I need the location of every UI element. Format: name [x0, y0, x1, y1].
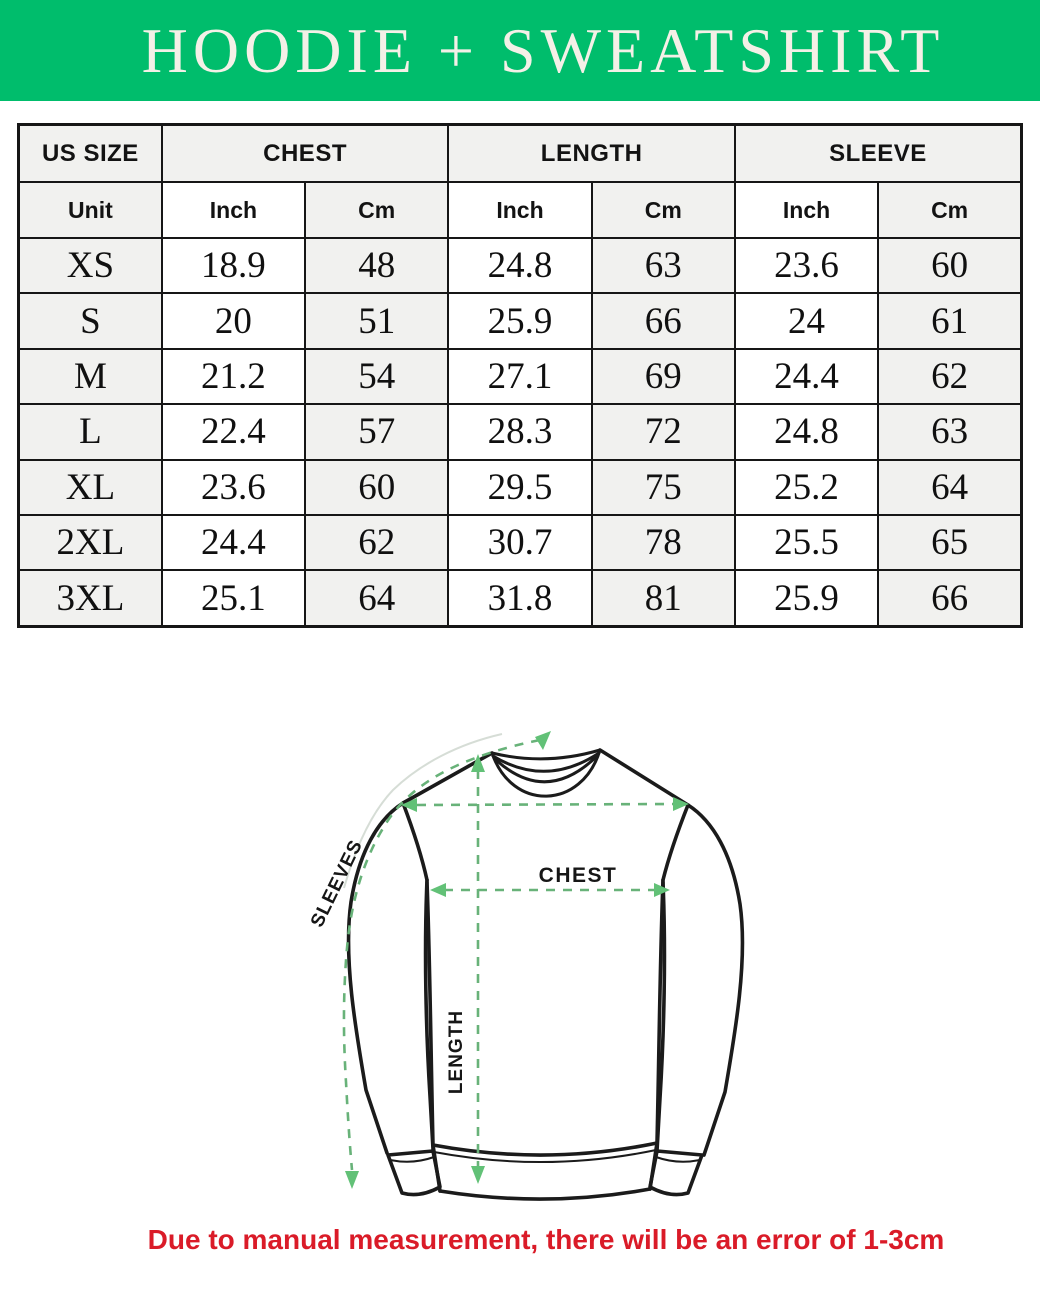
collar [492, 750, 600, 796]
left-cuff-seam [390, 1157, 434, 1162]
value-cell: 69 [592, 349, 735, 404]
unit-inch-header: Inch [162, 182, 305, 238]
value-cell: 22.4 [162, 404, 305, 459]
value-cell: 28.3 [448, 404, 591, 459]
value-cell: 78 [592, 515, 735, 570]
unit-inch-header: Inch [448, 182, 591, 238]
value-cell: 54 [305, 349, 448, 404]
value-cell: 57 [305, 404, 448, 459]
value-cell: 24.8 [735, 404, 878, 459]
size-table [17, 123, 1023, 628]
value-cell: 66 [592, 293, 735, 348]
value-cell: 24.4 [162, 515, 305, 570]
table-row [19, 460, 1022, 515]
value-cell: 64 [878, 460, 1021, 515]
value-cell: 62 [878, 349, 1021, 404]
value-cell: 20 [162, 293, 305, 348]
size-cell: S [19, 293, 162, 348]
unit-cm-header: Cm [305, 182, 448, 238]
right-sleeve-outer [688, 805, 742, 1155]
size-cell: 3XL [19, 570, 162, 626]
sweatshirt-diagram [290, 700, 810, 1220]
chest-label: CHEST [538, 864, 618, 887]
measurement-lines [344, 740, 673, 1170]
arrow-down-icon [345, 1171, 359, 1189]
right-cuff-seam [656, 1157, 700, 1162]
value-cell: 25.5 [735, 515, 878, 570]
measurement-arrows [345, 731, 689, 1189]
size-cell: L [19, 404, 162, 459]
shoulder-measure-line [417, 804, 673, 805]
value-cell: 24.8 [448, 238, 591, 293]
size-cell: XL [19, 460, 162, 515]
value-cell: 61 [878, 293, 1021, 348]
value-cell: 64 [305, 570, 448, 626]
unit-inch-header: Inch [735, 182, 878, 238]
page-title: HOODIE + SWEATSHIRT [141, 14, 945, 86]
value-cell: 63 [878, 404, 1021, 459]
left-armhole [403, 803, 427, 880]
value-cell: 63 [592, 238, 735, 293]
size-cell: 2XL [19, 515, 162, 570]
arrow-left-icon [430, 883, 446, 897]
value-cell: 75 [592, 460, 735, 515]
table-row [19, 293, 1022, 348]
value-cell: 25.2 [735, 460, 878, 515]
size-cell: M [19, 349, 162, 404]
title-banner [0, 0, 1040, 101]
value-cell: 31.8 [448, 570, 591, 626]
table-group-header-row [19, 125, 1022, 183]
value-cell: 25.9 [448, 293, 591, 348]
value-cell: 72 [592, 404, 735, 459]
unit-header: Unit [19, 182, 162, 238]
arrow-down-icon [471, 1166, 485, 1184]
value-cell: 25.9 [735, 570, 878, 626]
measurement-note: Due to manual measurement, there will be an error of 1-3cm [147, 1224, 945, 1255]
sleeves-label: SLEEVES [306, 836, 368, 931]
table-row [19, 349, 1022, 404]
value-cell: 24 [735, 293, 878, 348]
arrow-up-right-icon [535, 731, 551, 750]
col-header-length: LENGTH [448, 125, 735, 183]
value-cell: 66 [878, 570, 1021, 626]
table-row [19, 515, 1022, 570]
waistband [433, 1143, 657, 1199]
value-cell: 60 [305, 460, 448, 515]
value-cell: 62 [305, 515, 448, 570]
value-cell: 65 [878, 515, 1021, 570]
value-cell: 23.6 [162, 460, 305, 515]
unit-cm-header: Cm [878, 182, 1021, 238]
table-unit-row [19, 182, 1022, 238]
table-row [19, 238, 1022, 293]
value-cell: 27.1 [448, 349, 591, 404]
col-header-us-size: US SIZE [19, 125, 162, 183]
col-header-sleeve: SLEEVE [735, 125, 1022, 183]
unit-cm-header: Cm [592, 182, 735, 238]
col-header-chest: CHEST [162, 125, 449, 183]
value-cell: 24.4 [735, 349, 878, 404]
sweatshirt-outline [349, 750, 743, 1199]
value-cell: 60 [878, 238, 1021, 293]
value-cell: 48 [305, 238, 448, 293]
value-cell: 23.6 [735, 238, 878, 293]
value-cell: 81 [592, 570, 735, 626]
value-cell: 30.7 [448, 515, 591, 570]
size-cell: XS [19, 238, 162, 293]
sweatshirt-sketch [290, 700, 810, 1220]
length-label: LENGTH [446, 1009, 467, 1095]
value-cell: 21.2 [162, 349, 305, 404]
table-row [19, 570, 1022, 626]
value-cell: 18.9 [162, 238, 305, 293]
value-cell: 25.1 [162, 570, 305, 626]
value-cell: 51 [305, 293, 448, 348]
right-armhole [663, 805, 688, 880]
table-row [19, 404, 1022, 459]
right-shoulder-seam [600, 750, 688, 805]
value-cell: 29.5 [448, 460, 591, 515]
